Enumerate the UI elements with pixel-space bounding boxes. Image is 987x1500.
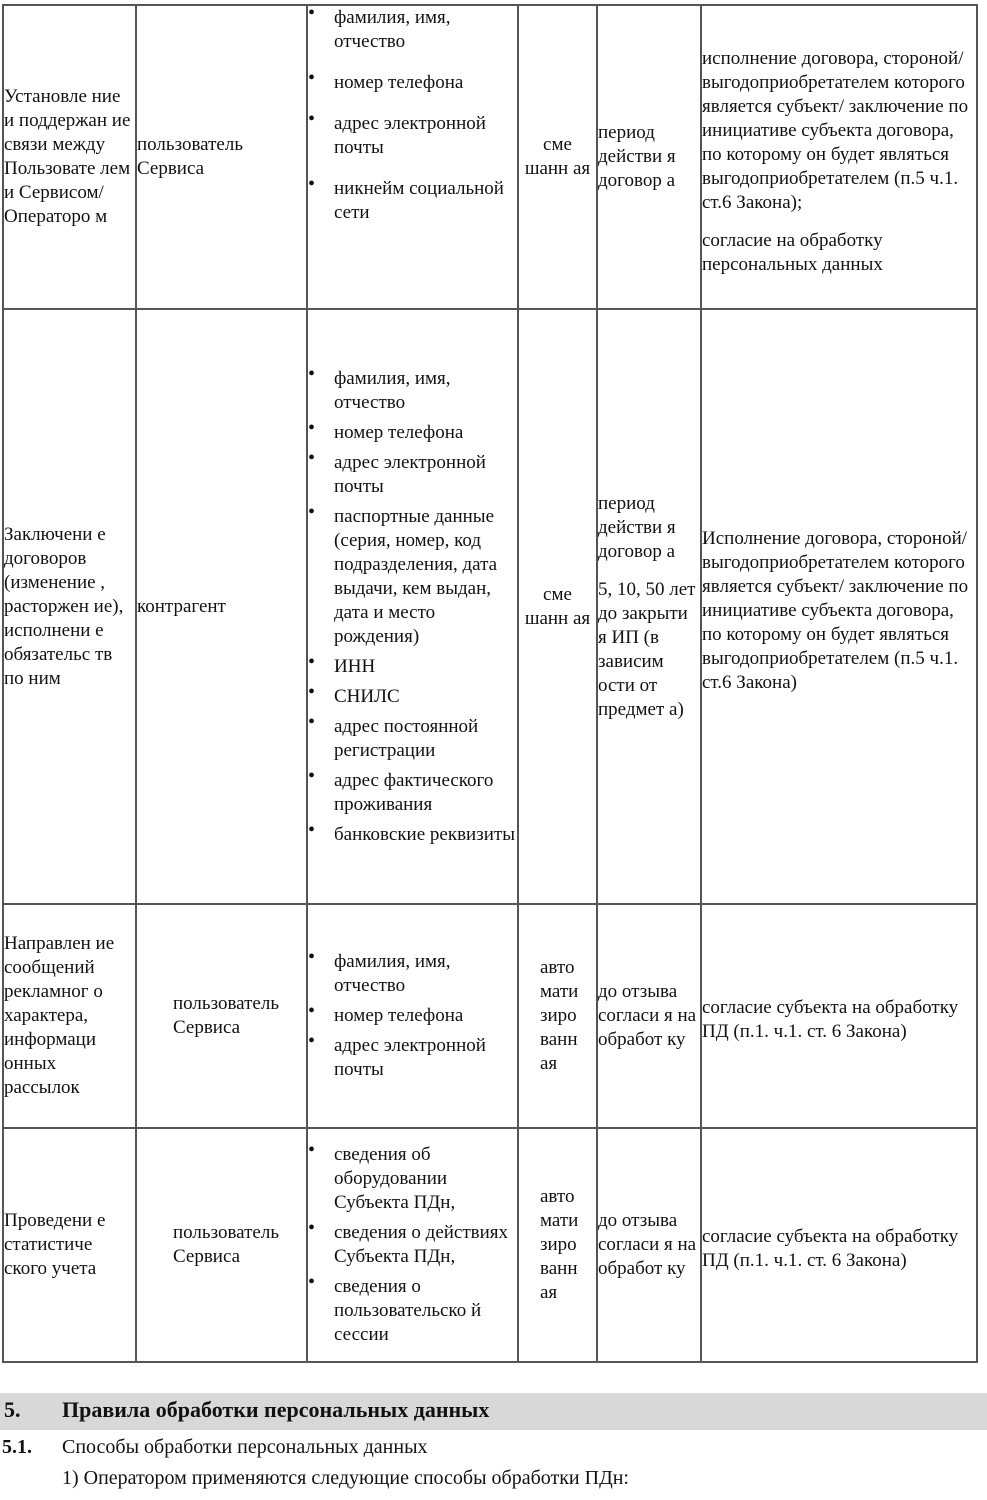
list-item: • никнейм социальной сети (308, 177, 517, 225)
subject-category-cell: контрагент (136, 309, 307, 904)
list-item: • СНИЛС (308, 685, 517, 709)
table-row (3, 1128, 977, 1362)
subsection-number: 5.1. (2, 1436, 32, 1458)
basis-text: согласие субъекта на обработку ПД (п.1. ч.1. ст. 6 Закона) (702, 1226, 959, 1271)
retention-period-cell (597, 5, 701, 309)
list-item-text: 1) Оператором применяются следующие способы обработки ПДн: (62, 1467, 629, 1489)
retention-period-cell (597, 1128, 701, 1362)
data-items-list (308, 1143, 517, 1347)
data-items-cell (307, 904, 518, 1128)
list-item: • ИНН (308, 655, 517, 679)
purpose-cell: Направлен ие сообщений рекламног о характера, информаци онных рассылок (3, 904, 136, 1128)
period-text: 5, 10, 50 лет до закрыти я ИП (в зависим ости от предмет а) (598, 578, 696, 720)
basis-text: согласие субъекта на обработку ПД (п.1. ч.1. ст. 6 Закона) (702, 997, 959, 1042)
list-item: • адрес постоянной регистрации (308, 715, 517, 763)
purpose-cell: Проведени е статистиче ского учета (3, 1128, 136, 1362)
basis-text: согласие на обработку персональных данных (702, 230, 883, 275)
purpose-cell: Установле ние и поддержан ие связи между Пользовате лем и Сервисом/ Операторо м (3, 5, 136, 309)
list-item: • фамилия, имя, отчество (308, 367, 517, 415)
list-item: • сведения об оборудовании Субъекта ПДн, (308, 1143, 517, 1215)
basis-text: Исполнение договора, стороной/ выгодоприобретателем которого является субъект/ заключение по инициативе субъекта договора, по которому он будет являться выгодоприобретателем (п.5 ч.1. ст.6 Закона) (702, 527, 969, 693)
subject-category-cell: пользователь Сервиса (136, 5, 307, 309)
list-item: • фамилия, имя, отчество (308, 950, 517, 998)
period-text: период действи я договор а (598, 492, 676, 562)
personal-data-table (2, 4, 978, 1363)
legal-basis-cell (701, 904, 977, 1128)
data-items-cell (307, 1128, 518, 1362)
subject-category-cell: пользователь Сервиса (136, 1128, 307, 1362)
processing-method-cell: сме шанн ая (518, 5, 597, 309)
table-row (3, 904, 977, 1128)
list-item: • банковские реквизиты (308, 823, 517, 847)
legal-basis-cell (701, 1128, 977, 1362)
section-title: Правила обработки персональных данных (62, 1397, 490, 1422)
data-items-cell (307, 5, 518, 309)
period-text: до отзыва согласи я на обработ ку (598, 981, 697, 1050)
list-item: • адрес электронной почты (308, 112, 517, 160)
data-items-cell (307, 309, 518, 904)
basis-text: исполнение договора, стороной/ выгодоприобретателем которого является субъект/ заключение по инициативе субъекта договора, по которому он будет являться выгодоприобретателем (п.5 ч.1. ст.6 Закона); (702, 48, 969, 213)
data-items-list (308, 950, 517, 1082)
list-item: • адрес электронной почты (308, 451, 517, 499)
subsection-title: Способы обработки персональных данных (62, 1436, 428, 1458)
subject-category-cell: пользователь Сервиса (136, 904, 307, 1128)
processing-method-cell: сме шанн ая (518, 309, 597, 904)
list-item: • адрес фактического проживания (308, 769, 517, 817)
list-item: • адрес электронной почты (308, 1034, 517, 1082)
legal-basis-cell (701, 5, 977, 309)
period-text: до отзыва согласи я на обработ ку (598, 1210, 697, 1279)
list-item: • сведения о пользовательско й сессии (308, 1275, 517, 1347)
purpose-cell: Заключени е договоров (изменение , расторжен ие), исполнени е обязательс тв по ним (3, 309, 136, 904)
data-items-list (308, 367, 517, 847)
list-item: • номер телефона (308, 1004, 517, 1028)
list-item: • сведения о действиях Субъекта ПДн, (308, 1221, 517, 1269)
list-item: • фамилия, имя, отчество (308, 6, 517, 54)
list-item: • паспортные данные (серия, номер, код подразделения, дата выдачи, кем выдан, дата и место рождения) (308, 505, 517, 649)
legal-basis-cell (701, 309, 977, 904)
processing-method-cell: авто мати зиро ванн ая (518, 904, 597, 1128)
section-number: 5. (4, 1397, 21, 1422)
table-row (3, 5, 977, 309)
retention-period-cell (597, 309, 701, 904)
table-row (3, 309, 977, 904)
retention-period-cell (597, 904, 701, 1128)
period-text: период действи я договор а (598, 122, 676, 191)
list-item: • номер телефона (308, 71, 517, 95)
processing-method-cell: авто мати зиро ванн ая (518, 1128, 597, 1362)
list-item: • номер телефона (308, 421, 517, 445)
data-items-list (308, 6, 517, 225)
